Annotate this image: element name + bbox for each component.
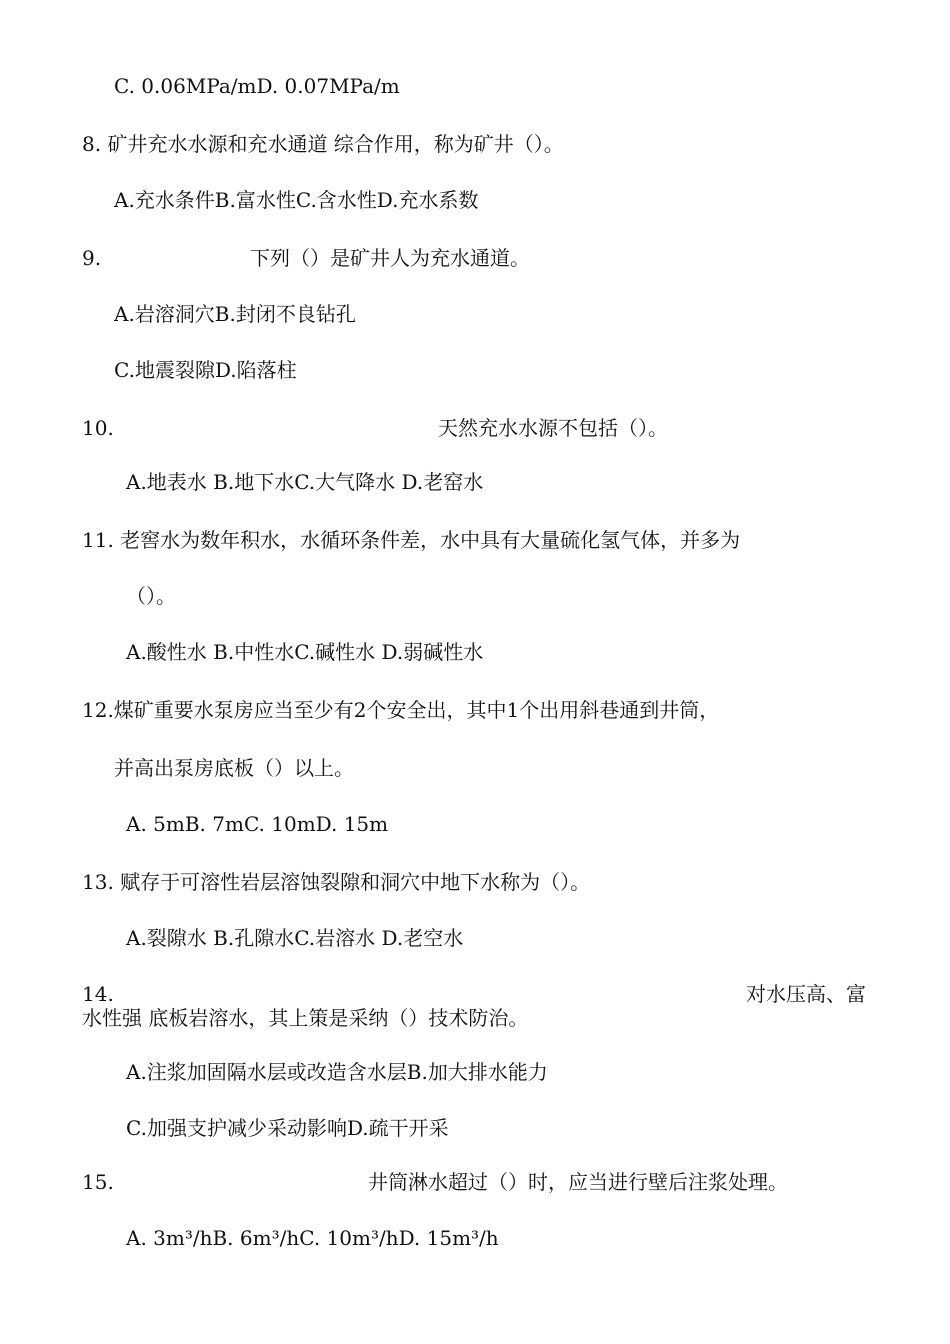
options-10: A.地表水 B.地下水C.大气降水 D.老窑水 <box>126 470 484 494</box>
question-10-number: 10. <box>82 416 114 440</box>
question-9-text: 下列（）是矿井人为充水通道。 <box>250 246 530 270</box>
question-14-text-right: 对水压高、富 <box>746 982 866 1006</box>
options-11: A.酸性水 B.中性水C.碱性水 D.弱碱性水 <box>126 640 484 664</box>
options-12: A. 5mB. 7mC. 10mD. 15m <box>126 812 389 836</box>
question-9-number: 9. <box>82 246 102 270</box>
options-15: A. 3m³/hB. 6m³/hC. 10m³/hD. 15m³/h <box>126 1226 499 1250</box>
question-11-line-1: 11. 老窖水为数年积水，水循环条件差，水中具有大量硫化氢气体，并多为 <box>82 528 741 552</box>
options-13: A.裂隙水 B.孔隙水C.岩溶水 D.老空水 <box>126 926 464 950</box>
question-14-line-2: 水性强 底板岩溶水，其上策是采纳（）技术防治。 <box>82 1006 529 1030</box>
question-15-number: 15. <box>82 1170 114 1194</box>
question-8: 8. 矿井充水水源和充水通道 综合作用，称为矿井（）。 <box>82 132 564 156</box>
question-11-line-2: （）。 <box>126 584 176 608</box>
options-14-a: A.注浆加固隔水层或改造含水层B.加大排水能力 <box>126 1060 548 1084</box>
question-14-number: 14. <box>82 982 114 1006</box>
options-line-prev: C. 0.06MPa/mD. 0.07MPa/m <box>114 74 400 98</box>
question-12-line-2: 并高出泵房底板（）以上。 <box>114 756 354 780</box>
question-12-line-1: 12.煤矿重要水泵房应当至少有2个安全出，其中1个出用斜巷通到井筒， <box>82 698 720 722</box>
question-15-text: 井筒淋水超过（）时，应当进行壁后注浆处理。 <box>368 1170 788 1194</box>
options-8: A.充水条件B.富水性C.含水性D.充水系数 <box>114 188 479 212</box>
question-10-text: 天然充水水源不包括（）。 <box>438 416 668 440</box>
options-9-a: A.岩溶洞穴B.封闭不良钻孔 <box>114 302 356 326</box>
question-13: 13. 赋存于可溶性岩层溶蚀裂隙和洞穴中地下水称为（）。 <box>82 870 591 894</box>
options-14-b: C.加强支护减少采动影响D.疏干开采 <box>126 1116 449 1140</box>
options-9-b: C.地震裂隙D.陷落柱 <box>114 358 297 382</box>
